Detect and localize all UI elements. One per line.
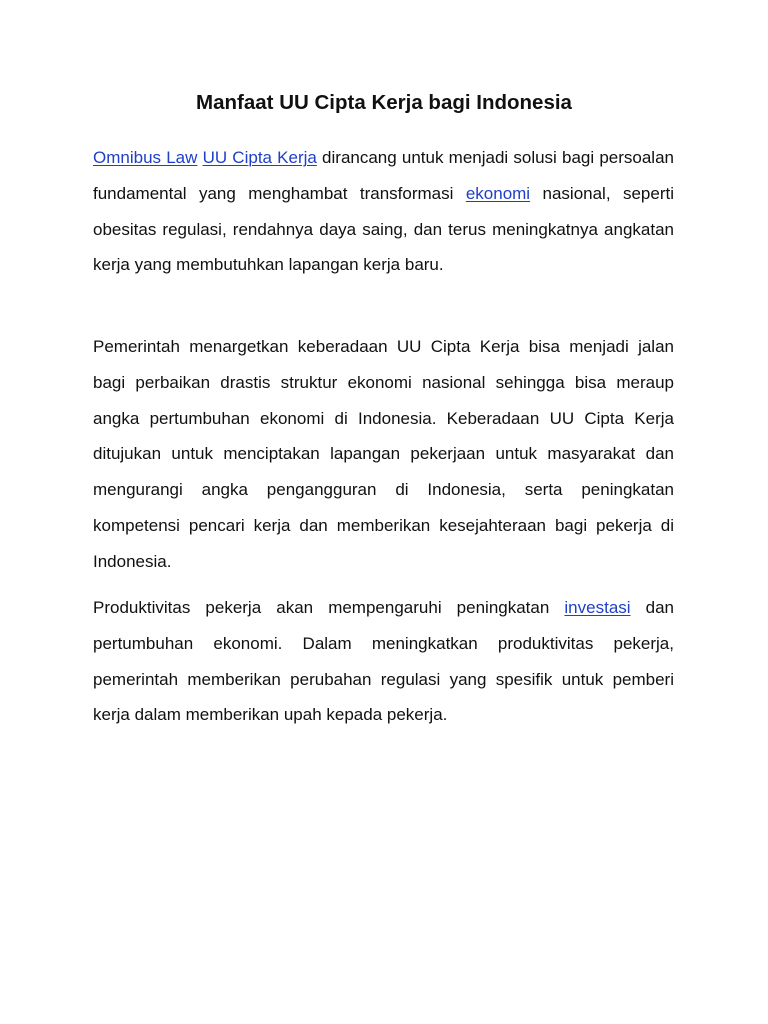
paragraph-3 — [93, 590, 674, 733]
link-ekonomi[interactable]: ekonomi — [465, 183, 531, 203]
link-omnibus-law[interactable]: Omnibus Law — [93, 148, 198, 167]
paragraph-1 — [93, 140, 674, 283]
paragraph-1-text-2: nasional, seperti obesitas regulasi, rendahnya daya saing, dan terus meningkatnya angkatan kerja yang membutuhkan lapangan kerja baru. — [93, 183, 674, 275]
document-title: Manfaat UU Cipta Kerja bagi Indonesia — [196, 91, 572, 114]
paragraph-3-text-1: Produktivitas pekerja akan mempengaruhi peningkatan — [93, 598, 565, 617]
link-uu-cipta-kerja[interactable]: UU Cipta Kerja — [202, 148, 317, 167]
paragraph-1-text-1: dirancang untuk menjadi solusi bagi persoalan fundamental yang menghambat transformasi — [93, 148, 674, 203]
link-investasi[interactable]: investasi — [564, 598, 631, 617]
paragraph-3-text-2: dan pertumbuhan ekonomi. Dalam meningkatkan produktivitas pekerja, pemerintah memberikan perubahan regulasi yang spesifik untuk pemberi kerja dalam memberikan upah kepada pekerja. — [93, 598, 674, 725]
paragraph-2: Pemerintah menargetkan keberadaan UU Cipta Kerja bisa menjadi jalan bagi perbaikan drastis struktur ekonomi nasional sehingga bisa meraup angka pertumbuhan ekonomi di Indonesia. Keberadaan UU Cipta Kerja ditujukan untuk menciptakan lapangan pekerjaan untuk masyarakat dan mengurangi angka pengangguran di Indonesia, serta peningkatan kompetensi pencari kerja dan memberikan kesejahteraan bagi pekerja di Indonesia. — [93, 337, 674, 571]
